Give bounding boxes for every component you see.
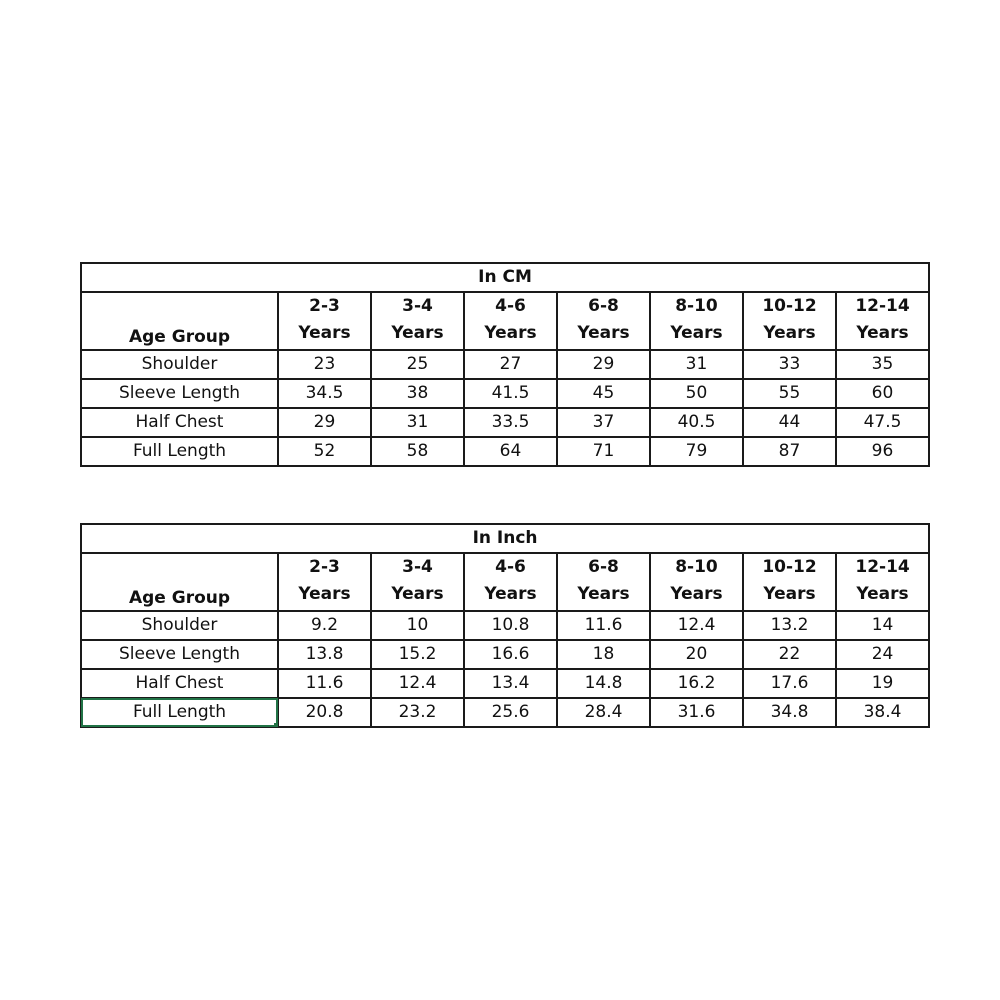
table-cell[interactable]: 28.4: [557, 698, 650, 727]
table-header-row: [81, 292, 929, 350]
column-unit: Years: [298, 323, 351, 343]
column-range: 12-14: [855, 557, 910, 577]
table-cell[interactable]: 33: [743, 350, 836, 379]
column-header[interactable]: [836, 553, 929, 611]
column-range: 8-10: [675, 296, 718, 316]
table-cell[interactable]: 29: [278, 408, 371, 437]
table-cell[interactable]: 13.8: [278, 640, 371, 669]
table-cell[interactable]: 79: [650, 437, 743, 466]
column-range: 10-12: [762, 296, 817, 316]
column-unit: Years: [577, 584, 630, 604]
column-range: 2-3: [309, 296, 340, 316]
column-unit: Years: [391, 584, 444, 604]
column-unit: Years: [298, 584, 351, 604]
column-unit: Years: [670, 584, 723, 604]
table-cell[interactable]: 31.6: [650, 698, 743, 727]
row-label[interactable]: Shoulder: [81, 350, 278, 379]
table-cell[interactable]: 12.4: [650, 611, 743, 640]
table-cell[interactable]: 25.6: [464, 698, 557, 727]
column-range: 6-8: [588, 296, 619, 316]
column-range: 2-3: [309, 557, 340, 577]
column-unit: Years: [670, 323, 723, 343]
table-cell[interactable]: 31: [650, 350, 743, 379]
table-cell[interactable]: 23.2: [371, 698, 464, 727]
column-unit: Years: [577, 323, 630, 343]
table-cell[interactable]: 33.5: [464, 408, 557, 437]
table-cell[interactable]: 10: [371, 611, 464, 640]
table-cell[interactable]: 20: [650, 640, 743, 669]
table-cell[interactable]: 22: [743, 640, 836, 669]
table-cell[interactable]: 37: [557, 408, 650, 437]
table-cell[interactable]: 17.6: [743, 669, 836, 698]
column-unit: Years: [763, 323, 816, 343]
row-label[interactable]: Half Chest: [81, 669, 278, 698]
table-cell[interactable]: 34.8: [743, 698, 836, 727]
table-cell[interactable]: 41.5: [464, 379, 557, 408]
table-cell[interactable]: 9.2: [278, 611, 371, 640]
column-range: 8-10: [675, 557, 718, 577]
table-cell[interactable]: 96: [836, 437, 929, 466]
table-cell[interactable]: 10.8: [464, 611, 557, 640]
column-unit: Years: [763, 584, 816, 604]
column-range: 4-6: [495, 296, 526, 316]
column-range: 10-12: [762, 557, 817, 577]
table-cell[interactable]: 64: [464, 437, 557, 466]
table-cell[interactable]: 29: [557, 350, 650, 379]
table-cell[interactable]: 15.2: [371, 640, 464, 669]
table-cell[interactable]: 11.6: [557, 611, 650, 640]
table-cell[interactable]: 34.5: [278, 379, 371, 408]
table-cell[interactable]: 55: [743, 379, 836, 408]
table-cell[interactable]: 71: [557, 437, 650, 466]
table-title[interactable]: In Inch: [81, 524, 929, 553]
table-row: [81, 640, 929, 669]
table-cell[interactable]: 16.6: [464, 640, 557, 669]
table-row: [81, 408, 929, 437]
table-row: [81, 698, 929, 727]
table-cell[interactable]: 19: [836, 669, 929, 698]
table-cell[interactable]: 20.8: [278, 698, 371, 727]
table-row: [81, 669, 929, 698]
table-cell[interactable]: 44: [743, 408, 836, 437]
table-row: [81, 437, 929, 466]
column-header[interactable]: [557, 292, 650, 350]
table-cell[interactable]: 25: [371, 350, 464, 379]
column-range: 3-4: [402, 296, 433, 316]
row-label[interactable]: Full Length: [81, 437, 278, 466]
table-cell[interactable]: 58: [371, 437, 464, 466]
column-header[interactable]: [557, 553, 650, 611]
table-cell[interactable]: 18: [557, 640, 650, 669]
table-row: [81, 379, 929, 408]
column-header[interactable]: [371, 553, 464, 611]
table-row: [81, 350, 929, 379]
table-cell[interactable]: 13.2: [743, 611, 836, 640]
table-cell[interactable]: 60: [836, 379, 929, 408]
table-title-row: [81, 524, 929, 553]
table-title-row: [81, 263, 929, 292]
table-cell[interactable]: 52: [278, 437, 371, 466]
column-range: 12-14: [855, 296, 910, 316]
table-cell[interactable]: 50: [650, 379, 743, 408]
size-table-cm: [80, 262, 930, 467]
column-unit: Years: [484, 584, 537, 604]
table-cell[interactable]: 35: [836, 350, 929, 379]
table-cell[interactable]: 31: [371, 408, 464, 437]
table-cell[interactable]: 38: [371, 379, 464, 408]
table-header-row: [81, 553, 929, 611]
column-header[interactable]: [278, 292, 371, 350]
size-table-inch: [80, 523, 930, 728]
column-unit: Years: [856, 323, 909, 343]
row-label-selected-cell[interactable]: Full Length: [81, 698, 278, 727]
table-cell[interactable]: 13.4: [464, 669, 557, 698]
column-header[interactable]: [464, 553, 557, 611]
table-cell[interactable]: 40.5: [650, 408, 743, 437]
table-cell[interactable]: 87: [743, 437, 836, 466]
table-cell[interactable]: 45: [557, 379, 650, 408]
age-group-header[interactable]: Age Group: [81, 292, 278, 350]
table-cell[interactable]: 38.4: [836, 698, 929, 727]
column-unit: Years: [856, 584, 909, 604]
table-title[interactable]: In CM: [81, 263, 929, 292]
row-label[interactable]: Half Chest: [81, 408, 278, 437]
table-cell[interactable]: 12.4: [371, 669, 464, 698]
column-header[interactable]: [464, 292, 557, 350]
row-label[interactable]: Sleeve Length: [81, 379, 278, 408]
column-header[interactable]: [650, 292, 743, 350]
table-cell[interactable]: 24: [836, 640, 929, 669]
table-cell[interactable]: 14: [836, 611, 929, 640]
table-cell[interactable]: 27: [464, 350, 557, 379]
table-cell[interactable]: 16.2: [650, 669, 743, 698]
row-label[interactable]: Sleeve Length: [81, 640, 278, 669]
age-group-header[interactable]: Age Group: [81, 553, 278, 611]
column-header[interactable]: [743, 292, 836, 350]
column-header[interactable]: [743, 553, 836, 611]
column-header[interactable]: [836, 292, 929, 350]
column-range: 6-8: [588, 557, 619, 577]
table-cell[interactable]: 14.8: [557, 669, 650, 698]
column-header[interactable]: [278, 553, 371, 611]
column-unit: Years: [391, 323, 444, 343]
column-range: 4-6: [495, 557, 526, 577]
column-range: 3-4: [402, 557, 433, 577]
table-cell[interactable]: 23: [278, 350, 371, 379]
table-cell[interactable]: 11.6: [278, 669, 371, 698]
row-label[interactable]: Shoulder: [81, 611, 278, 640]
column-header[interactable]: [371, 292, 464, 350]
column-header[interactable]: [650, 553, 743, 611]
column-unit: Years: [484, 323, 537, 343]
table-cell[interactable]: 47.5: [836, 408, 929, 437]
table-row: [81, 611, 929, 640]
